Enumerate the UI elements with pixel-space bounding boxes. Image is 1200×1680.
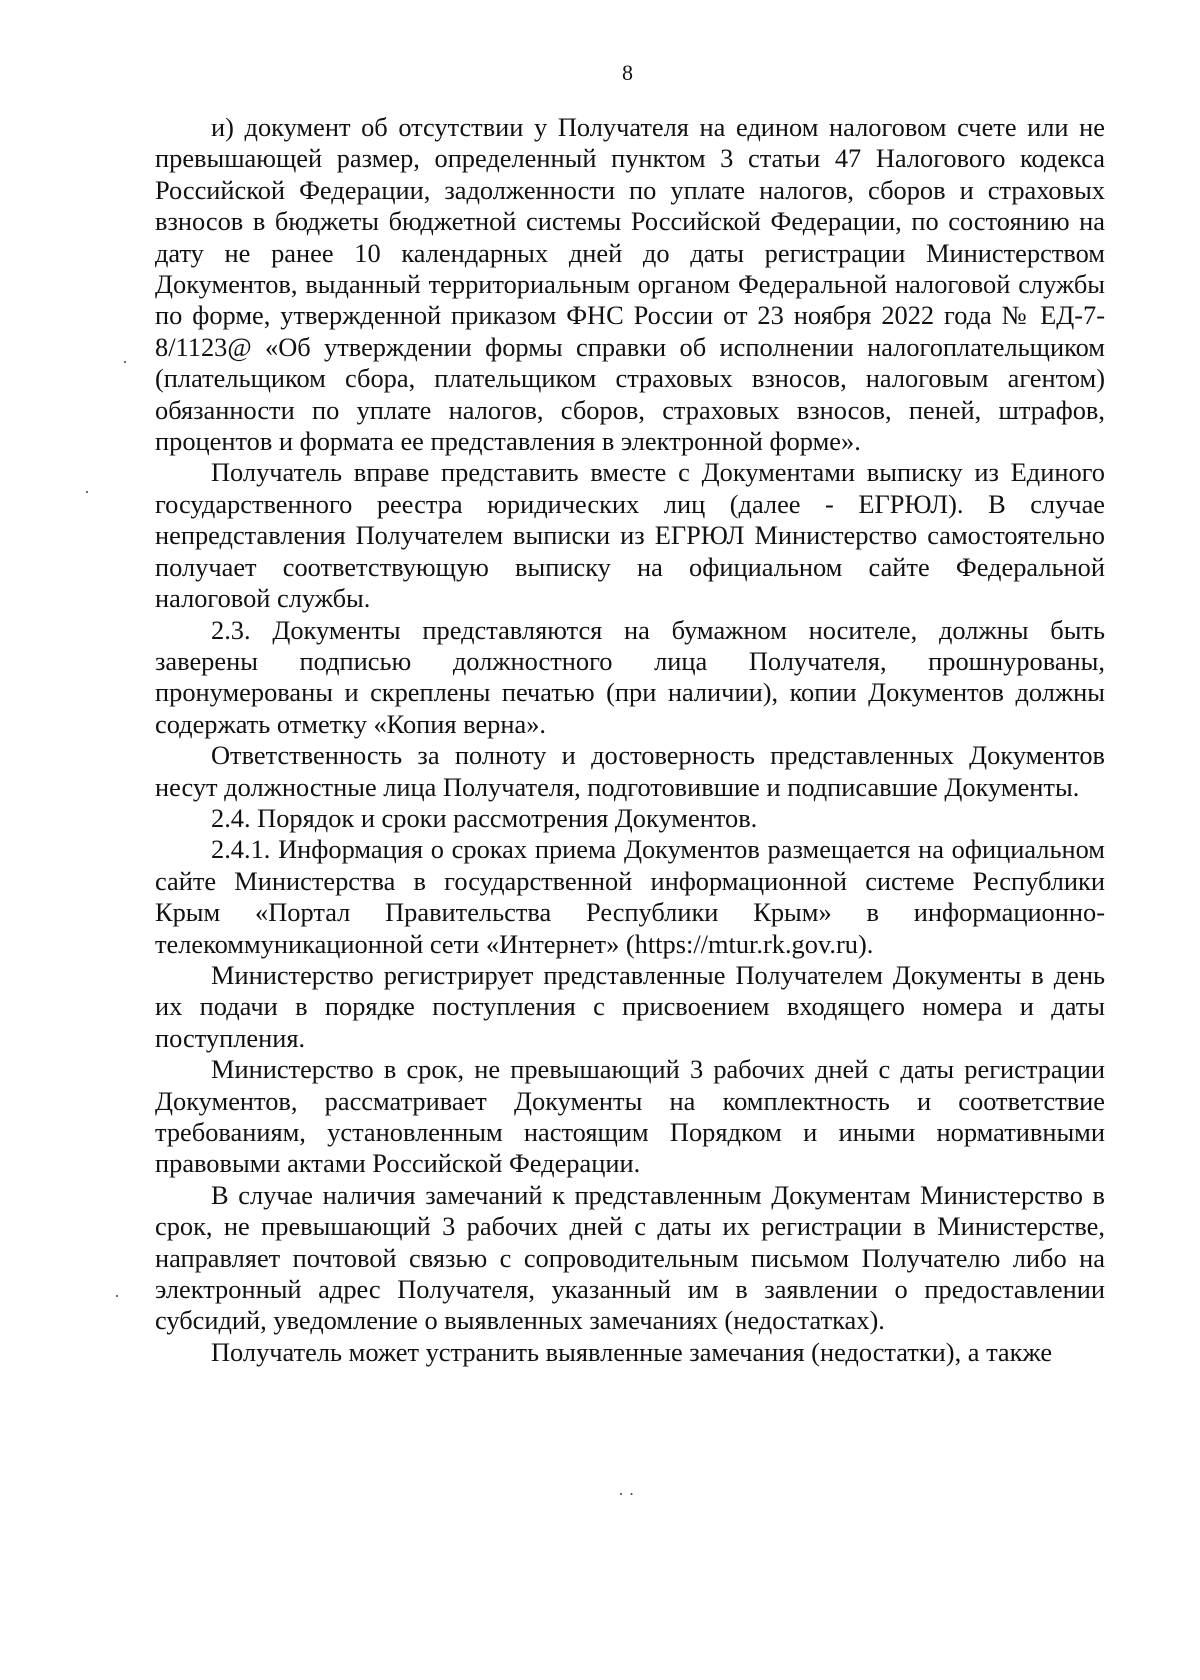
paragraph-responsibility: Ответственность за полноту и достоверность представленных Документов несут должностные лица Получателя, подготовившие и подписавшие Документы. [155,740,1105,802]
scan-dot-mark: · [84,482,90,502]
page-number: 8 [622,60,633,85]
document-body [155,112,1105,1368]
paragraph-review: Министерство в срок, не превышающий 3 рабочих дней с даты регистрации Документов, рассматривает Документы на комплектность и соответствие требованиям, установленным настоящим Порядком и иными нормативными правовыми актами Российской Федерации. [155,1054,1105,1179]
paragraph-remarks: В случае наличия замечаний к представленным Документам Министерство в срок, не превышающий 3 рабочих дней с даты их регистрации в Министерстве, направляет почтовой связью с сопроводительным письмом Получателю либо на электронный адрес Получателя, указанный им в заявлении о предоставлении субсидий, уведомление о выявленных замечаниях (недостатках). [155,1179,1105,1336]
scan-dot-mark: · [122,352,128,372]
paragraph-registration: Министерство регистрирует представленные Получателем Документы в день их подачи в порядке поступления с присвоением входящего номера и даты поступления. [155,959,1105,1053]
paragraph-egrul: Получатель вправе представить вместе с Документами выписку из Единого государственного реестра юридических лиц (далее - ЕГРЮЛ). В случае непредставления Получателем выписки из ЕГРЮЛ Министерство самостоятельно получает соответствующую выписку на официальном сайте Федеральной налоговой службы. [155,457,1105,614]
paragraph-2-4-1: 2.4.1. Информация о сроках приема Документов размещается на официальном сайте Министерства в государственной информационной системе Республики Крым «Портал Правительства Республики Крым» в информационно-телекоммуникационной сети «Интернет» (https://mtur.rk.gov.ru). [155,834,1105,959]
paragraph-2-4: 2.4. Порядок и сроки рассмотрения Документов. [211,802,758,833]
paragraph-item-i: и) документ об отсутствии у Получателя на едином налоговом счете или не превышающей размер, определенный пунктом 3 статьи 47 Налогового кодекса Российской Федерации, задолженности по уплате налогов, сборов и страховых взносов в бюджеты бюджетной системы Российской Федерации, по состоянию на дату не ранее 10 календарных дней до даты регистрации Министерством Документов, выданный территориальным органом Федеральной налоговой службы по форме, утвержденной приказом ФНС России от 23 ноября 2022 года № ЕД-7-8/1123@ «Об утверждении формы справки об исполнении налогоплательщиком (плательщиком сбора, плательщиком страховых взносов, налоговым агентом) обязанности по уплате налогов, сборов, страховых взносов, пеней, штрафов, процентов и формата ее представления в электронной форме». [155,112,1105,457]
scan-dot-mark: · · [618,1484,635,1504]
scan-dot-mark: · [114,1286,120,1306]
paragraph-2-3: 2.3. Документы представляются на бумажном носителе, должны быть заверены подписью должностного лица Получателя, прошнурованы, пронумерованы и скреплены печатью (при наличии), копии Документов должны содержать отметку «Копия верна». [155,614,1105,739]
paragraph-correction: Получатель может устранить выявленные замечания (недостатки), а также [211,1336,1053,1367]
